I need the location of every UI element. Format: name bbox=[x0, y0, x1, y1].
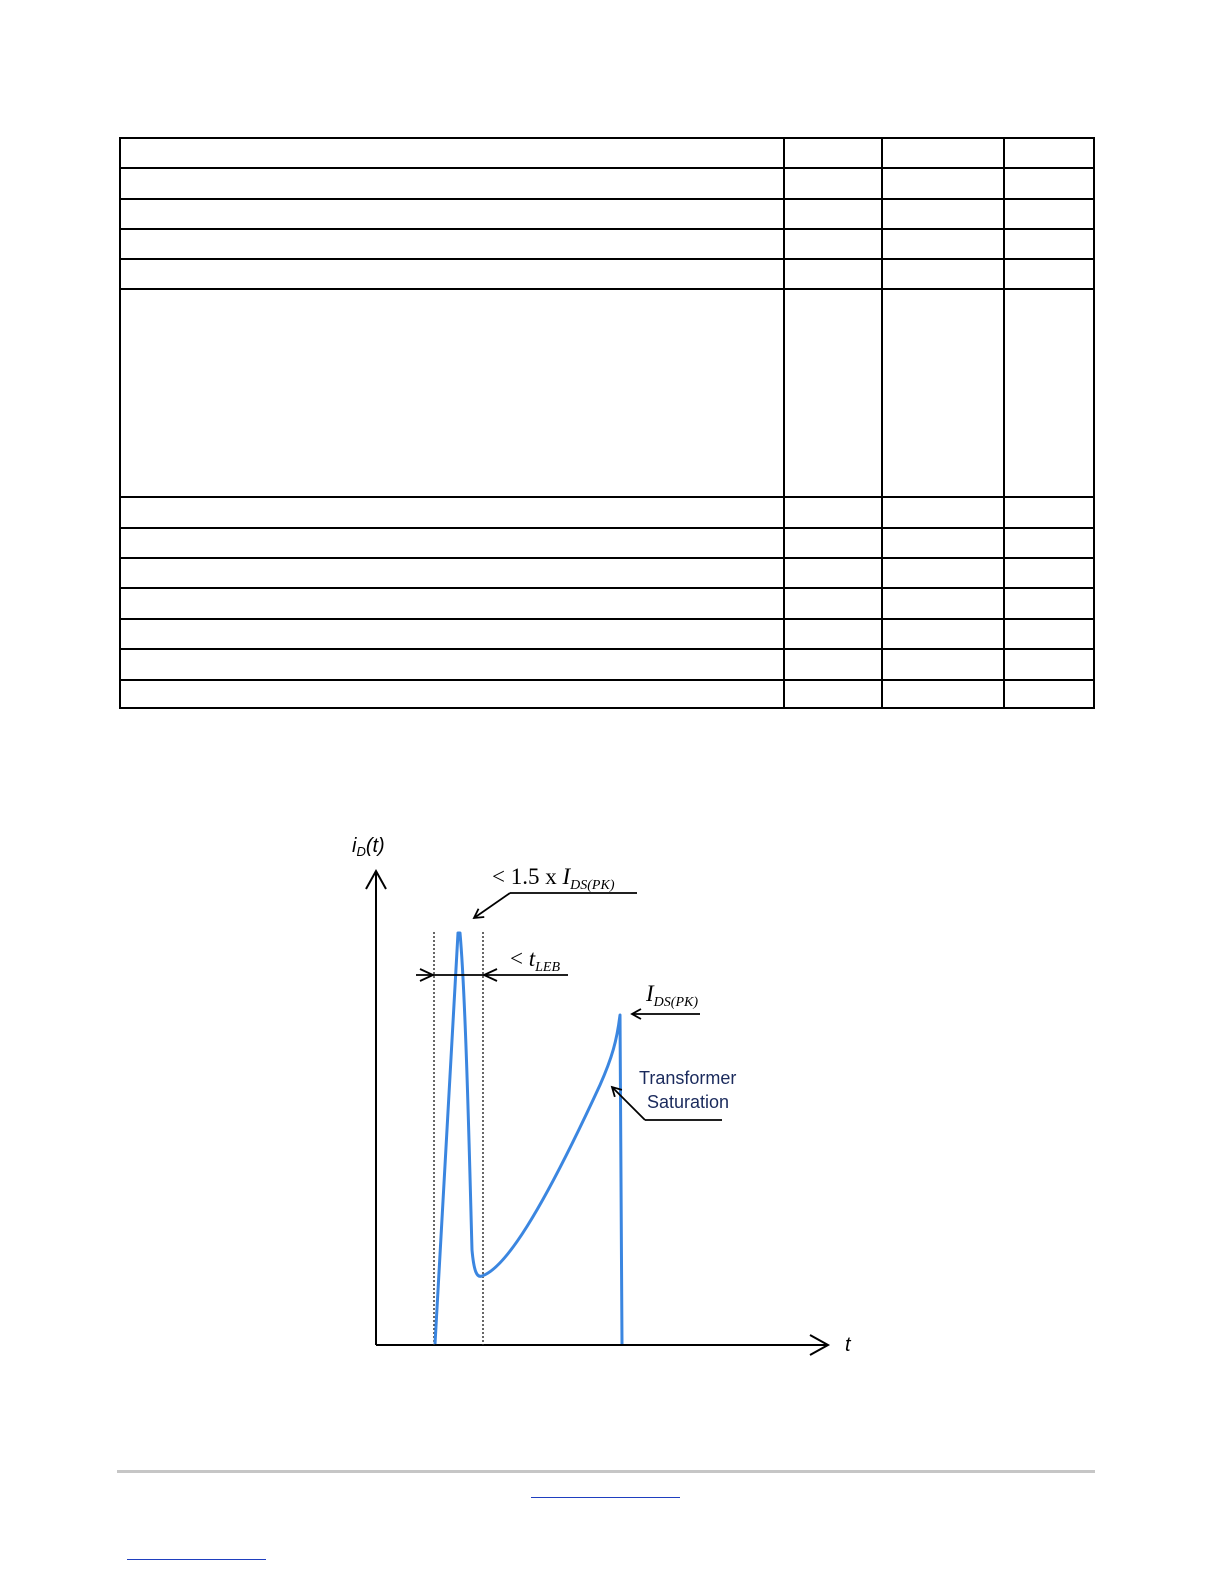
footer-link-underline bbox=[531, 1497, 680, 1498]
spike-callout-arrow bbox=[474, 893, 510, 918]
x-axis-label: t bbox=[845, 1334, 851, 1356]
peak-current-label: $I_{DS(PK)}$ bbox=[646, 981, 698, 1010]
footer-divider bbox=[117, 1470, 1095, 1473]
footer-bottom-link-underline bbox=[127, 1559, 266, 1560]
drain-current-waveform bbox=[435, 933, 622, 1344]
y-axis-label: $i_D(t)$ bbox=[352, 835, 385, 859]
saturation-label-line2: Saturation bbox=[647, 1092, 730, 1112]
leb-label: < $t_{LEB}$ bbox=[510, 946, 561, 975]
saturation-callout-arrow bbox=[612, 1087, 645, 1120]
saturation-label-line1: Transformer bbox=[639, 1068, 737, 1088]
spike-label: < 1.5 x $I_{DS(PK)}$ bbox=[492, 864, 615, 893]
